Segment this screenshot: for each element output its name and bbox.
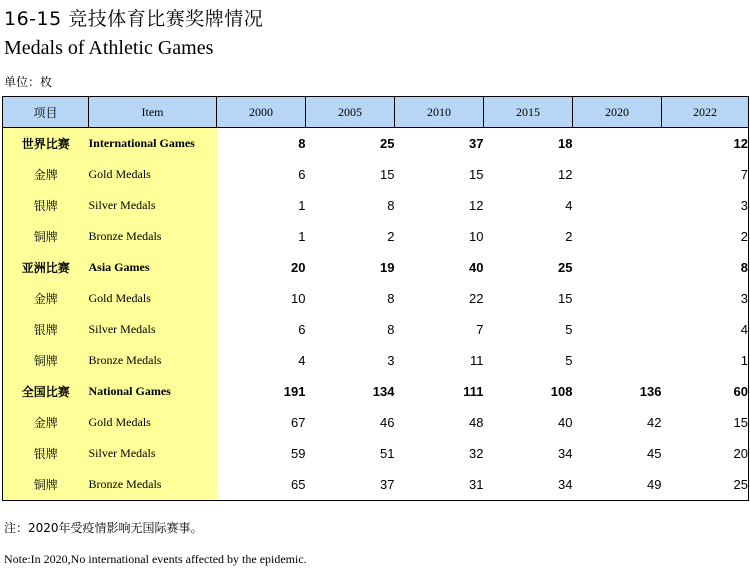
table-cell-value: 20	[291, 260, 306, 275]
table-cell-value: 134	[372, 384, 395, 399]
table-cell-value	[573, 221, 662, 252]
table-cell-value: 10	[469, 229, 484, 244]
table-cell-value: 4	[298, 353, 306, 368]
table-cell-value: 34	[558, 446, 573, 461]
row-label-en: Gold Medals	[89, 159, 217, 190]
table-row	[3, 469, 749, 501]
table-cell-value: 15	[662, 407, 749, 438]
row-label-en: Bronze Medals	[89, 469, 217, 501]
row-label-cn: 银牌	[3, 438, 89, 469]
header-year: 2022	[662, 97, 749, 128]
table-cell-value: 5	[565, 322, 573, 337]
table-body	[3, 128, 749, 501]
row-label-en: Bronze Medals	[89, 221, 217, 252]
table-cell-value: 8	[387, 198, 395, 213]
table-cell-value: 4	[565, 198, 573, 213]
table-cell-value: 20	[662, 438, 749, 469]
table-cell-value: 25	[558, 260, 573, 275]
table-row	[3, 159, 749, 190]
table-cell-value: 111	[463, 384, 484, 399]
table-cell-value: 8	[217, 128, 306, 160]
header-year: 2005	[306, 97, 395, 128]
table-row	[3, 438, 749, 469]
header-year: 2015	[484, 97, 573, 128]
table-cell-value: 3	[662, 190, 749, 221]
table-cell-value: 12	[662, 128, 749, 160]
table-row	[3, 283, 749, 314]
table-cell-value: 37	[306, 469, 395, 501]
row-label-cn: 亚洲比赛	[3, 252, 89, 283]
table-cell-value: 8	[662, 252, 749, 283]
table-cell-value: 32	[469, 446, 484, 461]
table-cell-value: 60	[662, 376, 749, 407]
row-label-cn: 世界比赛	[3, 128, 89, 160]
table-cell-value: 67	[291, 415, 306, 430]
table-cell-value: 6	[298, 167, 306, 182]
table-header-row	[3, 97, 749, 128]
row-label-en: National Games	[89, 376, 217, 407]
table-cell-value: 40	[558, 415, 573, 430]
table-cell-value: 51	[380, 446, 395, 461]
row-label-cn: 银牌	[3, 314, 89, 345]
table-cell-value: 31	[395, 469, 484, 501]
table-cell-value: 7	[476, 322, 484, 337]
table-cell-value: 2	[662, 221, 749, 252]
table-cell-value	[573, 283, 662, 314]
page-title-en: Medals of Athletic Games	[4, 37, 214, 59]
table-cell-value: 18	[484, 128, 573, 160]
row-label-en: Gold Medals	[89, 407, 217, 438]
table-cell-value: 25	[306, 128, 395, 160]
table-cell-value	[573, 252, 662, 283]
table-cell-value: 34	[484, 469, 573, 501]
medals-table	[2, 96, 749, 501]
table-cell-value: 3	[662, 283, 749, 314]
table-cell-value: 12	[558, 167, 573, 182]
table-cell-value: 46	[380, 415, 395, 430]
row-label-en: Silver Medals	[89, 190, 217, 221]
row-label-en: Silver Medals	[89, 314, 217, 345]
table-row	[3, 407, 749, 438]
table-cell-value: 11	[470, 353, 484, 368]
table-cell-value	[573, 159, 662, 190]
table-cell-value: 15	[558, 291, 573, 306]
table-cell-value: 5	[565, 353, 573, 368]
row-label-cn: 铜牌	[3, 469, 89, 501]
table-cell-value: 4	[662, 314, 749, 345]
table-cell-value: 108	[550, 384, 573, 399]
table-cell-value: 2	[387, 229, 395, 244]
row-label-en: Asia Games	[89, 252, 217, 283]
table-row	[3, 345, 749, 376]
table-cell-value: 48	[469, 415, 484, 430]
row-label-en: International Games	[89, 128, 217, 160]
table-cell-value	[573, 345, 662, 376]
table-cell-value: 10	[291, 291, 306, 306]
header-item-cn: 项目	[3, 97, 89, 128]
table-row	[3, 314, 749, 345]
header-year: 2000	[217, 97, 306, 128]
table-row	[3, 221, 749, 252]
table-cell-value: 1	[298, 198, 306, 213]
row-label-en: Gold Medals	[89, 283, 217, 314]
table-row	[3, 128, 749, 160]
table-cell-value: 1	[662, 345, 749, 376]
table-cell-value: 22	[469, 291, 484, 306]
table-cell-value: 19	[380, 260, 395, 275]
table-row	[3, 252, 749, 283]
header-year: 2020	[573, 97, 662, 128]
table-cell-value: 1	[298, 229, 306, 244]
table-cell-value: 8	[387, 291, 395, 306]
table-cell-value: 6	[298, 322, 306, 337]
table-cell-value: 45	[647, 446, 662, 461]
table-cell-value: 25	[662, 469, 749, 501]
row-label-cn: 银牌	[3, 190, 89, 221]
table-cell-value: 40	[469, 260, 484, 275]
table-cell-value: 65	[217, 469, 306, 501]
row-label-cn: 金牌	[3, 283, 89, 314]
table-cell-value: 42	[647, 415, 662, 430]
table-cell-value: 8	[387, 322, 395, 337]
table-cell-value: 15	[469, 167, 484, 182]
table-cell-value: 2	[565, 229, 573, 244]
table-cell-value: 49	[573, 469, 662, 501]
table-cell-value: 3	[387, 353, 395, 368]
row-label-cn: 铜牌	[3, 345, 89, 376]
table-cell-value: 37	[395, 128, 484, 160]
row-label-cn: 金牌	[3, 159, 89, 190]
row-label-en: Silver Medals	[89, 438, 217, 469]
header-item-en: Item	[89, 97, 217, 128]
footnote-en: Note:In 2020,No international events affected by the epidemic.	[4, 552, 307, 566]
table-cell-value: 7	[662, 159, 749, 190]
table-row	[3, 376, 749, 407]
table-cell-value: 59	[291, 446, 306, 461]
row-label-cn: 全国比赛	[3, 376, 89, 407]
table-cell-value: 136	[639, 384, 662, 399]
unit-label: 单位：枚	[4, 75, 53, 89]
table-cell-value: 15	[380, 167, 395, 182]
table-cell-value	[573, 128, 662, 160]
row-label-cn: 铜牌	[3, 221, 89, 252]
table-row	[3, 190, 749, 221]
table-cell-value: 191	[283, 384, 306, 399]
footnote-cn: 注：2020年受疫情影响无国际赛事。	[4, 521, 203, 535]
row-label-en: Bronze Medals	[89, 345, 217, 376]
table-cell-value: 12	[469, 198, 484, 213]
header-year: 2010	[395, 97, 484, 128]
table-cell-value	[573, 190, 662, 221]
table-cell-value	[573, 314, 662, 345]
row-label-cn: 金牌	[3, 407, 89, 438]
page-title-cn: 16-15 竞技体育比赛奖牌情况	[4, 8, 264, 30]
